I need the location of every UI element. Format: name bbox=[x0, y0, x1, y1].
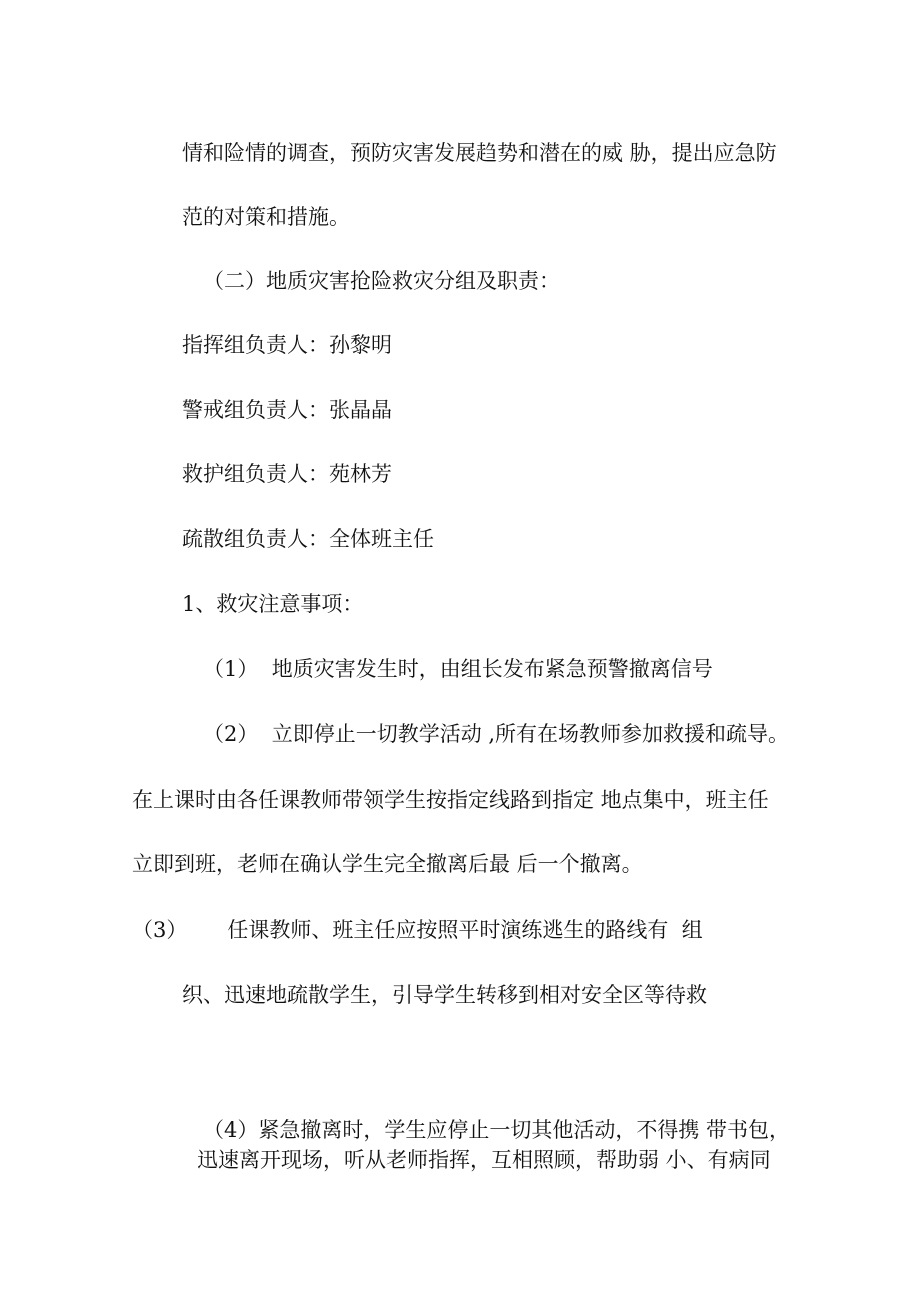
command-group-leader: 指挥组负责人：孙黎明 bbox=[182, 333, 392, 357]
guard-group-leader: 警戒组负责人：张晶晶 bbox=[182, 398, 392, 422]
note-item-4: （4）紧急撤离时，学生应停止一切其他活动，不得携 带书包， bbox=[203, 1118, 791, 1142]
notes-heading: 1、救灾注意事项： bbox=[182, 592, 364, 616]
note-item-2: （2） 立即停止一切教学活动 ,所有在场教师参加救援和疏导。 bbox=[203, 722, 790, 746]
note-item-1: （1） 地质灾害发生时，由组长发布紧急预警撤离信号 bbox=[203, 657, 713, 681]
evacuation-group-leader: 疏散组负责人：全体班主任 bbox=[182, 527, 434, 551]
rescue-group-leader: 救护组负责人：苑林芳 bbox=[182, 462, 392, 486]
note-item-4-continued: 迅速离开现场，听从老师指挥，互相照顾，帮助弱 小、有病同 bbox=[197, 1148, 771, 1172]
paragraph-line-survey: 情和险情的调查，预防灾害发展趋势和潜在的威 胁，提出应急防 bbox=[182, 141, 777, 165]
paragraph-line-measures: 范的对策和措施。 bbox=[182, 205, 350, 229]
note-item-3-continued: 织、迅速地疏散学生，引导学生转移到相对安全区等待救 bbox=[182, 983, 707, 1007]
note-item-2-continued: 在上课时由各任课教师带领学生按指定线路到指定 地点集中，班主任 bbox=[132, 788, 769, 812]
section-heading-groups: （二）地质灾害抢险救灾分组及职责： bbox=[203, 269, 560, 293]
note-item-3: （3） 任课教师、班主任应按照平时演练逃生的路线有 组 bbox=[132, 918, 703, 942]
note-item-2-continued: 立即到班，老师在确认学生完全撤离后最 后一个撤离。 bbox=[132, 852, 643, 876]
